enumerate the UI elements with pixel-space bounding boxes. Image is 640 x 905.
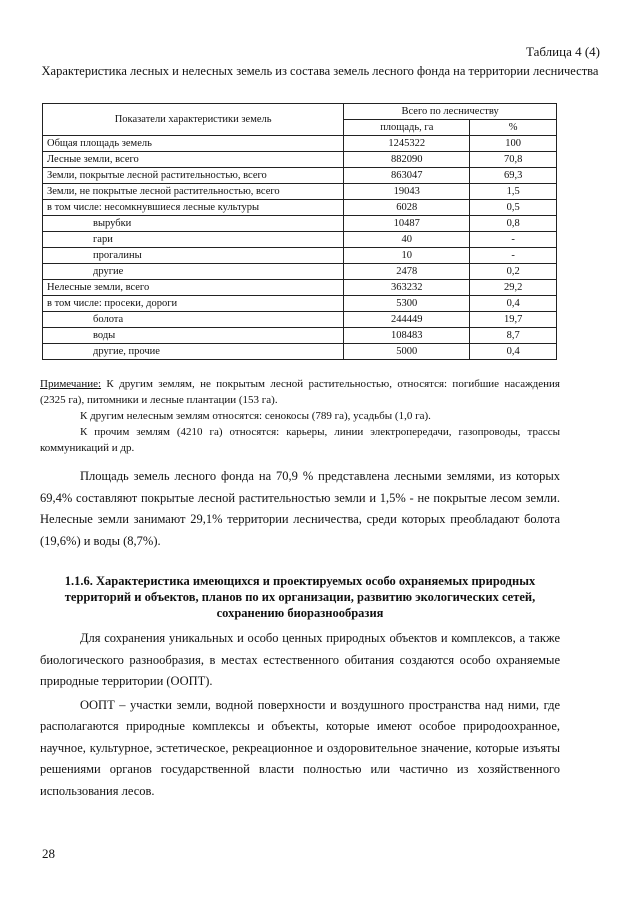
row-area: 5000	[344, 344, 470, 360]
note-label: Примечание:	[40, 378, 102, 390]
row-label: прогалины	[43, 248, 344, 264]
table-row	[43, 280, 557, 296]
row-percent: 0,4	[470, 344, 557, 360]
note-line-2: К другим нелесным землям относятся: сенокосы (789 га), усадьбы (1,0 га).	[80, 410, 431, 422]
table-row	[43, 168, 557, 184]
row-label: Земли, не покрытые лесной растительностью, всего	[43, 184, 344, 200]
row-area: 882090	[344, 152, 470, 168]
row-area: 10487	[344, 216, 470, 232]
note-line-1	[40, 376, 560, 408]
row-percent: 69,3	[470, 168, 557, 184]
row-percent: 0,4	[470, 296, 557, 312]
row-area: 863047	[344, 168, 470, 184]
row-label: гари	[43, 232, 344, 248]
header-indicator: Показатели характеристики земель	[43, 104, 344, 136]
row-percent: 100	[470, 136, 557, 152]
note-text-1: К другим землям, не покрытым лесной растительностью, относятся: погибшие насаждения (2325 га), питомники и лесные плантации (153 га).	[40, 378, 560, 406]
table-row	[43, 344, 557, 360]
row-area: 5300	[344, 296, 470, 312]
row-percent: 70,8	[470, 152, 557, 168]
table-label: Таблица 4 (4)	[525, 44, 600, 59]
table-row	[43, 264, 557, 280]
oopt-intro-paragraph: Для сохранения уникальных и особо ценных природных объектов и комплексов, а также биологического разнообразия, в местах естественного обитания создаются особо охраняемые природные территории (ООПТ).	[40, 631, 560, 688]
row-area: 40	[344, 232, 470, 248]
summary-paragraph-block	[40, 466, 560, 552]
row-percent: -	[470, 232, 557, 248]
land-characteristics-table	[42, 103, 557, 360]
table-row	[43, 312, 557, 328]
row-label: Земли, покрытые лесной растительностью, всего	[43, 168, 344, 184]
row-label: воды	[43, 328, 344, 344]
row-label: другие, прочие	[43, 344, 344, 360]
table-row	[43, 232, 557, 248]
row-percent: 1,5	[470, 184, 557, 200]
table-row	[43, 216, 557, 232]
row-label: Лесные земли, всего	[43, 152, 344, 168]
table-row	[43, 328, 557, 344]
row-area: 10	[344, 248, 470, 264]
table-caption: Характеристика лесных и нелесных земель из состава земель лесного фонда на территории лесничества	[41, 64, 599, 78]
row-label: Общая площадь земель	[43, 136, 344, 152]
table-header-row	[43, 104, 557, 120]
row-percent: -	[470, 248, 557, 264]
table-row	[43, 200, 557, 216]
row-area: 363232	[344, 280, 470, 296]
header-area: площадь, га	[344, 120, 470, 136]
row-area: 108483	[344, 328, 470, 344]
row-area: 2478	[344, 264, 470, 280]
table-row	[43, 136, 557, 152]
table-note	[40, 376, 560, 456]
oopt-definition-paragraph: ООПТ – участки земли, водной поверхности и воздушного пространства над ними, где располагаются природные комплексы и объекты, которые имеют особое природоохранное, научное, культурное, эстетическое, рекреационное и оздоровительное значение, которые изъяты решениями органов государственной власти полностью или частично из хозяйственного использования лесов.	[40, 697, 560, 798]
section-title: 1.1.6. Характеристика имеющихся и проектируемых особо охраняемых природных территорий и объектов, планов по их организации, развитию экологических сетей, сохранению биоразнообразия	[64, 574, 536, 620]
row-label: в том числе: несомкнувшиеся лесные культуры	[43, 200, 344, 216]
row-percent: 19,7	[470, 312, 557, 328]
table-row	[43, 296, 557, 312]
table-row	[43, 184, 557, 200]
row-label: Нелесные земли, всего	[43, 280, 344, 296]
row-percent: 0,2	[470, 264, 557, 280]
row-label: в том числе: просеки, дороги	[43, 296, 344, 312]
row-label: другие	[43, 264, 344, 280]
row-percent: 0,5	[470, 200, 557, 216]
row-area: 19043	[344, 184, 470, 200]
note-line-3: К прочим землям (4210 га) относятся: карьеры, линии электропередачи, газопроводы, трассы коммуникаций и др.	[40, 426, 560, 454]
summary-paragraph: Площадь земель лесного фонда на 70,9 % представлена лесными землями, из которых 69,4% составляют покрытые лесной растительностью земли и 1,5% - не покрытые лесом земли. Нелесные земли занимают 29,1% территории лесничества, среди которых преобладают болота (19,6%) и воды (8,7%).	[40, 469, 560, 548]
row-area: 1245322	[344, 136, 470, 152]
row-label: вырубки	[43, 216, 344, 232]
row-percent: 0,8	[470, 216, 557, 232]
header-total: Всего по лесничеству	[344, 104, 557, 120]
row-area: 244449	[344, 312, 470, 328]
page-number: 28	[42, 846, 55, 861]
row-label: болота	[43, 312, 344, 328]
table-row	[43, 248, 557, 264]
table-row	[43, 152, 557, 168]
row-percent: 29,2	[470, 280, 557, 296]
oopt-paragraph-block	[40, 628, 560, 802]
header-percent: %	[470, 120, 557, 136]
row-area: 6028	[344, 200, 470, 216]
row-percent: 8,7	[470, 328, 557, 344]
